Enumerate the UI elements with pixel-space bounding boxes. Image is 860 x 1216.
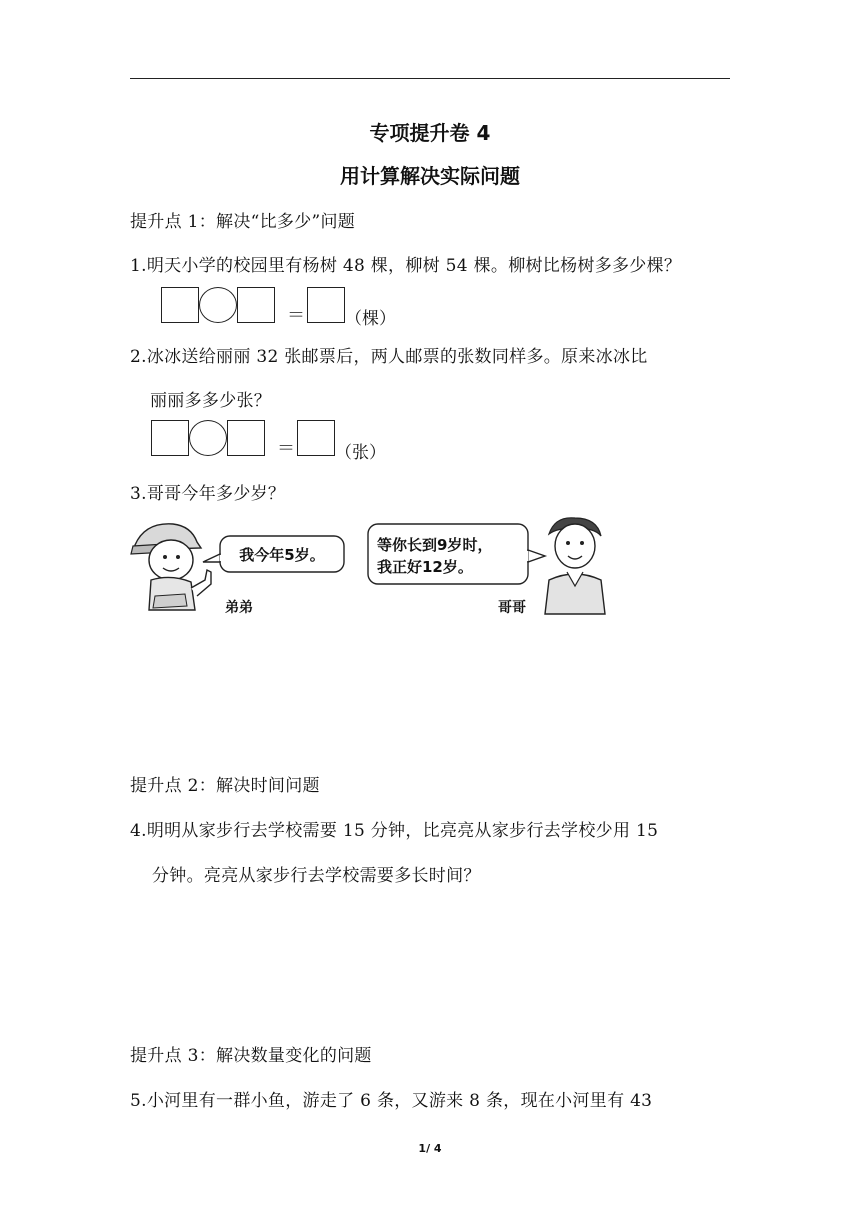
older-brother-figure: [545, 518, 605, 614]
older-brother-label: 哥哥: [498, 600, 526, 616]
question-4-line-2: 分钟。亮亮从家步行去学校需要多长时间？: [152, 866, 481, 886]
younger-brother-label: 弟弟: [225, 600, 253, 616]
page-subtitle: 用计算解决实际问题: [340, 164, 520, 188]
q1-number-box-1[interactable]: [161, 287, 199, 323]
q1-equals-sign: ＝: [287, 305, 305, 326]
q2-unit-label: （张）: [335, 443, 386, 463]
q1-result-box[interactable]: [307, 287, 345, 323]
q1-operator-circle[interactable]: [199, 287, 237, 323]
section-heading-1: 提升点 1：解决“比多少”问题: [130, 212, 356, 232]
younger-bubble-text: 我今年5岁。: [239, 546, 325, 564]
page-number: 1/ 4: [418, 1142, 442, 1155]
q2-number-box-2[interactable]: [227, 420, 265, 456]
q2-number-box-1[interactable]: [151, 420, 189, 456]
older-bubble-text-line-2: 我正好12岁。: [377, 558, 473, 576]
older-bubble-text-line-1: 等你长到9岁时，: [377, 536, 493, 554]
section-heading-2: 提升点 2：解决时间问题: [130, 776, 320, 796]
question-3: 3.哥哥今年多少岁？: [130, 484, 286, 504]
q2-result-box[interactable]: [297, 420, 335, 456]
question-2-line-2: 丽丽多多少张？: [150, 391, 272, 411]
page-title: 专项提升卷 4: [369, 121, 491, 145]
question-4-line-1: 4.明明从家步行去学校需要 15 分钟，比亮亮从家步行去学校少用 15: [130, 821, 659, 841]
q3-illustration: [125, 510, 615, 620]
question-5-line-1: 5.小河里有一群小鱼，游走了 6 条，又游来 8 条，现在小河里有 43: [130, 1091, 653, 1111]
q2-operator-circle[interactable]: [189, 420, 227, 456]
q2-equals-sign: ＝: [277, 438, 295, 459]
q1-number-box-2[interactable]: [237, 287, 275, 323]
question-1: 1.明天小学的校园里有杨树 48 棵，柳树 54 棵。柳树比杨树多多少棵？: [130, 256, 682, 276]
section-heading-3: 提升点 3：解决数量变化的问题: [130, 1046, 372, 1066]
q1-unit-label: （棵）: [345, 309, 396, 329]
younger-brother-figure: [131, 524, 211, 610]
top-rule: [130, 78, 730, 79]
question-2-line-1: 2.冰冰送给丽丽 32 张邮票后，两人邮票的张数同样多。原来冰冰比: [130, 347, 648, 367]
